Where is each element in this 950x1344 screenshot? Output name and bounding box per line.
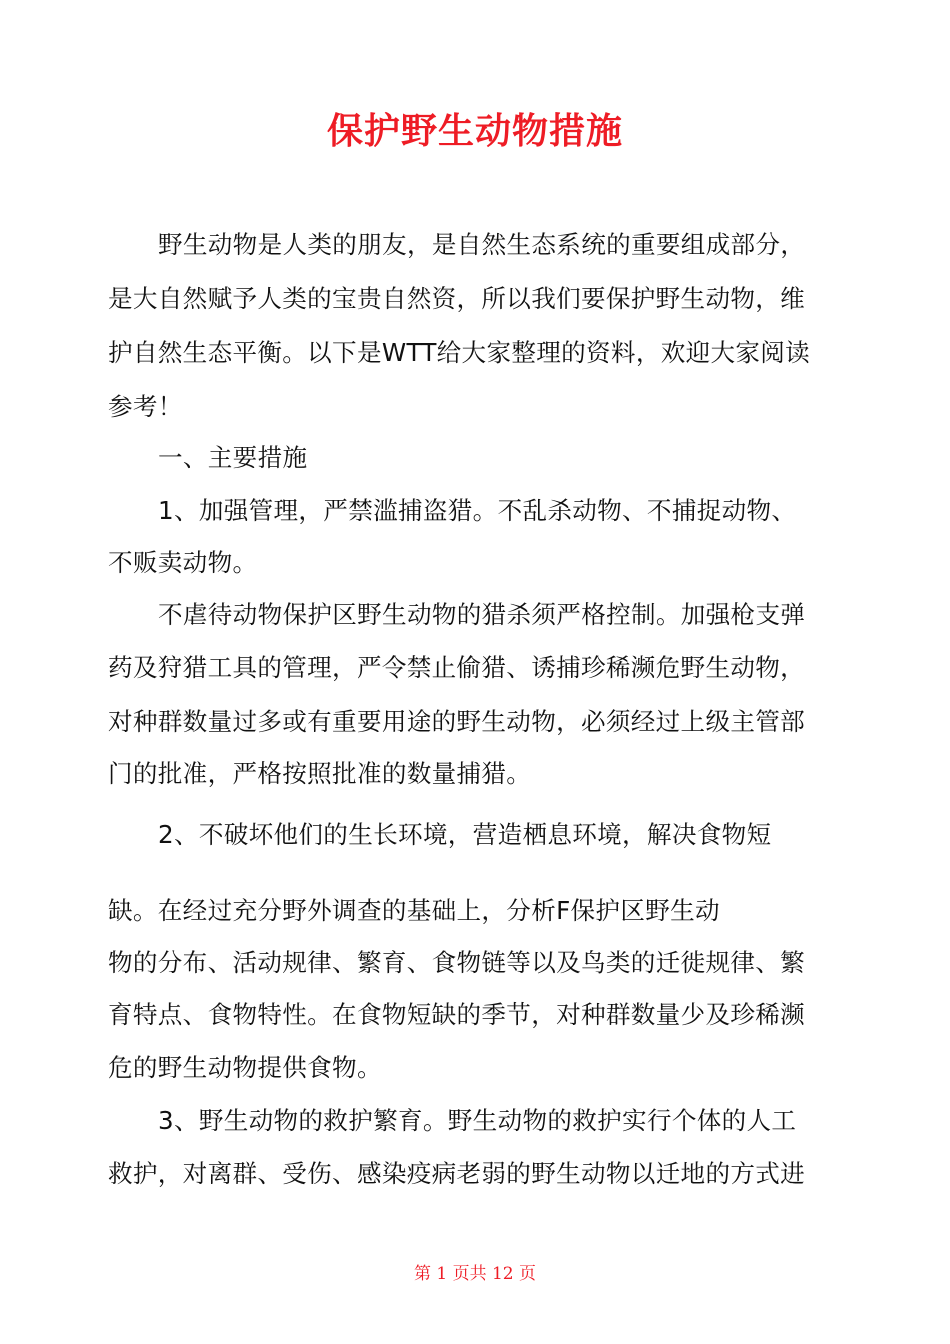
paragraph-line: 2、不破坏他们的生长环境，营造栖息环境，解决食物短	[158, 820, 772, 849]
paragraph-line: 危的野生动物提供食物。	[108, 1053, 382, 1082]
paragraph-line: 药及狩猎工具的管理，严令禁止偷猎、诱捕珍稀濒危野生动物，	[108, 653, 806, 682]
paragraph-line: 野生动物是人类的朋友，是自然生态系统的重要组成部分，	[158, 230, 806, 259]
paragraph-line: 缺。在经过充分野外调查的基础上，分析F保护区野生动	[108, 896, 720, 925]
paragraph-line: 不贩卖动物。	[108, 548, 258, 577]
paragraph-line: 对种群数量过多或有重要用途的野生动物，必须经过上级主管部	[108, 707, 806, 736]
paragraph-line: 3、野生动物的救护繁育。野生动物的救护实行个体的人工	[158, 1106, 797, 1135]
paragraph-line: 救护，对离群、受伤、感染疫病老弱的野生动物以迁地的方式进	[108, 1159, 806, 1188]
paragraph-line: 育特点、食物特性。在食物短缺的季节，对种群数量少及珍稀濒	[108, 1000, 806, 1029]
page-footer: 第 1 页共 12 页	[413, 1264, 537, 1284]
paragraph-line: 不虐待动物保护区野生动物的猎杀须严格控制。加强枪支弹	[158, 600, 806, 629]
paragraph-line: 护自然生态平衡。以下是WTT给大家整理的资料，欢迎大家阅读	[108, 338, 811, 367]
paragraph-line: 物的分布、活动规律、繁育、食物链等以及鸟类的迁徙规律、繁	[108, 948, 806, 977]
section-heading: 一、主要措施	[158, 443, 308, 472]
paragraph-line: 是大自然赋予人类的宝贵自然资，所以我们要保护野生动物，维	[108, 284, 806, 313]
paragraph-line: 1、加强管理，严禁滥捕盗猎。不乱杀动物、不捕捉动物、	[158, 496, 797, 525]
paragraph-line: 参考！	[108, 392, 183, 421]
paragraph-line: 门的批准，严格按照批准的数量捕猎。	[108, 759, 532, 788]
document-title: 保护野生动物措施	[326, 111, 623, 152]
